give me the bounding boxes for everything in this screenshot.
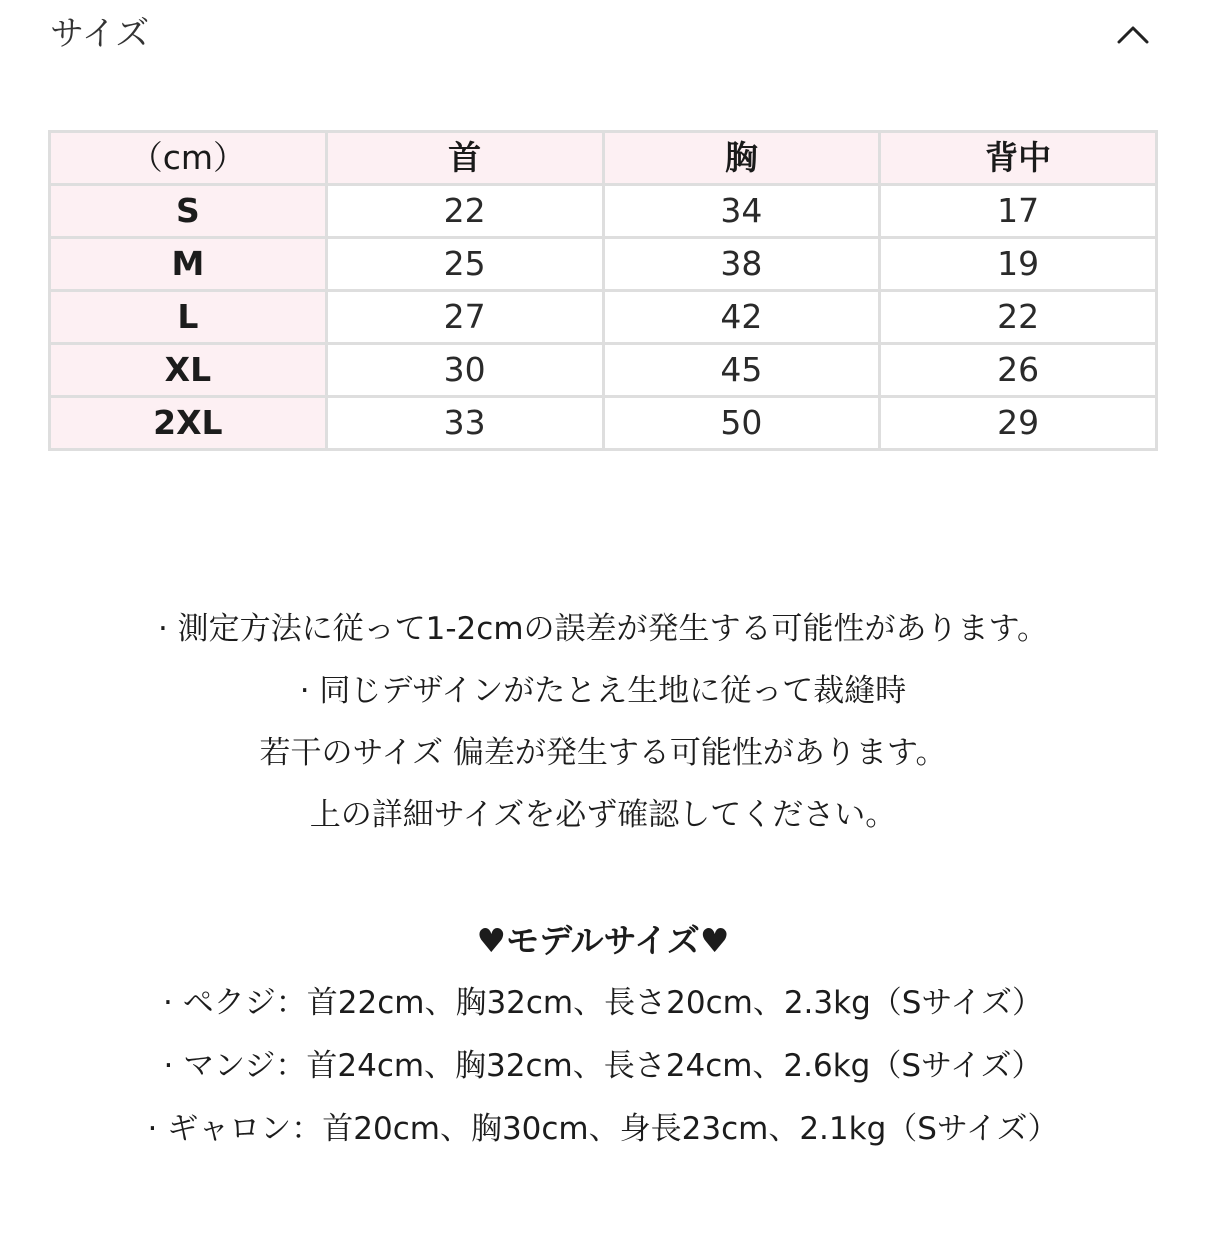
measurement-notes: [0, 598, 1206, 846]
table-row: [50, 238, 1157, 291]
note-line: · 測定方法に従って1-2cmの誤差が発生する可能性があります。: [157, 611, 1049, 647]
back-value: 22: [880, 291, 1157, 344]
model-line: · マンジ：首24cm、胸32cm、長さ24cm、2.6kg（Sサイズ）: [163, 1048, 1043, 1084]
size-label: XL: [50, 344, 327, 397]
neck-value: 33: [326, 397, 603, 450]
header-back: 背中: [880, 132, 1157, 185]
model-line: · ペクジ：首22cm、胸32cm、長さ20cm、2.3kg（Sサイズ）: [163, 985, 1043, 1021]
back-value: 19: [880, 238, 1157, 291]
neck-value: 30: [326, 344, 603, 397]
neck-value: 27: [326, 291, 603, 344]
table-row: [50, 397, 1157, 450]
header-unit: （cm）: [50, 132, 327, 185]
table-row: [50, 344, 1157, 397]
size-table: [48, 130, 1158, 451]
header-neck: 首: [326, 132, 603, 185]
neck-value: 22: [326, 185, 603, 238]
table-row: [50, 291, 1157, 344]
note-line: 上の詳細サイズを必ず確認してください。: [309, 797, 897, 833]
back-value: 17: [880, 185, 1157, 238]
size-label: M: [50, 238, 327, 291]
size-label: 2XL: [50, 397, 327, 450]
chest-value: 45: [603, 344, 880, 397]
chest-value: 42: [603, 291, 880, 344]
note-line: 若干のサイズ 偏差が発生する可能性があります。: [259, 735, 947, 771]
model-line: · ギャロン：首20cm、胸30cm、身長23cm、2.1kg（Sサイズ）: [147, 1111, 1059, 1147]
chest-value: 50: [603, 397, 880, 450]
table-header-row: [50, 132, 1157, 185]
section-title: サイズ: [50, 14, 150, 54]
chest-value: 38: [603, 238, 880, 291]
size-label: L: [50, 291, 327, 344]
table-row: [50, 185, 1157, 238]
model-sizes: [0, 910, 1206, 1161]
section-header[interactable]: [0, 0, 1206, 70]
chevron-up-icon[interactable]: [1110, 12, 1156, 58]
back-value: 26: [880, 344, 1157, 397]
neck-value: 25: [326, 238, 603, 291]
header-chest: 胸: [603, 132, 880, 185]
model-sizes-title: ♥モデルサイズ♥: [476, 921, 730, 960]
chest-value: 34: [603, 185, 880, 238]
note-line: · 同じデザインがたとえ生地に従って裁縫時: [299, 673, 907, 709]
back-value: 29: [880, 397, 1157, 450]
size-label: S: [50, 185, 327, 238]
